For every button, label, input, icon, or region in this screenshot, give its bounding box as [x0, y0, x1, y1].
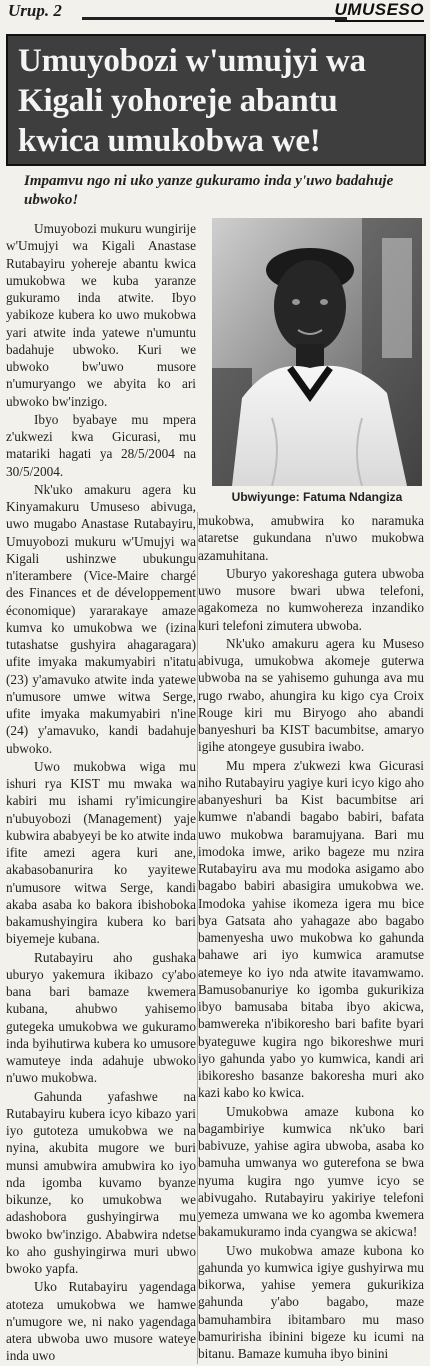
headline-banner	[6, 34, 426, 166]
page-number-label: Urup. 2	[8, 1, 62, 20]
photo-caption: Ubwiyunge: Fatuma Ndangiza	[231, 490, 403, 504]
article-subhead: Impamvu ngo ni uko yanze gukuramo inda y'uwo badahuje ubwoko!	[24, 173, 394, 208]
portrait-photo-image	[212, 218, 422, 486]
page-header	[0, 0, 430, 30]
article-paragraph: mukobwa, amubwira ko naramuka ataretse gukundana n'uwo mukobwa azamuhitana.	[198, 513, 424, 563]
article-paragraph: Uko Rutabayiru yagendaga atoteza umukobwa we hamwe n'umugore we, ni nako yagendaga atera ubwoba uwo musore wateye inda uwo	[6, 1279, 196, 1364]
article-paragraph: Umukobwa amaze kubona ko bagambiriye kumwica nk'uko bari babivuze, yahise agira ubwoba, asaba ko bamuha umwanya wo guterefona se bwa nyuma kugira ngo yumve icyo se abivugaho. Rutabayiru yakiriye telefoni yemeza umwana we ko agomba kwemera bakamukuramo inda cyangwa se akicwa!	[198, 1103, 424, 1240]
headline-line: Umuyobozi w'umujyi wa	[18, 43, 366, 79]
article-paragraph: Umuyobozi mukuru wungirije w'Umujyi wa Kigali Anastase Rutabayiru yohereje abantu kwica umukobwa we kuba yaranze gukuramo inda atwite. Ibyo yabikoze kubera ko uwo mukobwa yari atwite inda yatewe n'umuntu badahuje ubwoko. Kuri we ubwoko bw'uwo musore n'umuryango we abyita ko ari ubwoko bw'inzigo.	[6, 221, 196, 409]
article-paragraph: Rutabayiru aho gushaka uburyo yakemura ikibazo cy'abo bana bari bamaze kwemera kubana, ahubwo yahisemo gutegeka umukobwa we gukuramo inda byihutirwa kubera ko umusore wamuteye inda adahuje ubwoko n'uwo mukobwa.	[6, 949, 196, 1086]
article-paragraph: Nk'uko amakuru agera ku Kinyamakuru Umuseso abivuga, uwo mugabo Anastase Rutabayiru, Umuyobozi mukuru w'Umujyi wa Kigali ushinzwe ubukungu n'iterambere (Vice-Maire chargé des Finances et de développement économique) yararakaye amaze kumva ko umukobwa we (izina tutashatse gushyira ahagaragara) ufite imyaka makumyabiri n'itatu (23) y'amavuko atwite inda yatewe n'umusore umwe witwa Serge, ufite imyaka makumyabiri n'ine (24) y'amavuko, kandi badahuje ubwoko.	[6, 481, 196, 756]
header-rule	[82, 17, 347, 20]
article-paragraph: Nk'uko amakuru agera ku Museso abivuga, umukobwa akomeje guterwa ubwoba na se yahisemo guhunga ava mu rugo rwabo, ahungira ku kigo cya Croix Rouge kiri mu Biryogo aho abandi banyeshuri ba KIST bacumbitse, amaryo igihe atongeye gusubira iwabo.	[198, 635, 424, 755]
headline-line: kwica umukobwa we!	[18, 123, 321, 159]
headline	[8, 36, 424, 161]
article-photo	[212, 218, 422, 486]
article-paragraph: Uwo mukobwa amaze kubona ko gahunda yo kumwica igiye gushyirwa mu bikorwa, yahise yemera gukurikiza gahunda y'abo bagabo, maze bamuhambira ibitambaro mu maso bamuririsha ibinini bigeze ku icumi na bitanu. Bamaze kumuha ibyo binini	[198, 1242, 424, 1361]
article-column-right	[198, 512, 424, 1363]
article-paragraph: Gahunda yafashwe na Rutabayiru kubera icyo kibazo yari iyo gutoteza umukobwa we na nyina, akubita mugore we buri munsi amubwira amubwira ko iyo nda igomba kuvamo byanze bikunze, ko umukobwa we adashobora gushyingirwa mu bwoko bw'inzigo. Ababwira ndetse ko aho gushyingirwa muri ubwo bwoko yapfa.	[6, 1088, 196, 1276]
article-paragraph: Mu mpera z'ukwezi kwa Gicurasi niho Rutabayiru yagiye kuri icyo kigo aho abanyeshuri ba Kist bacumbitse ari kumwe n'abandi bagabo babiri, bafata uwo mukobwa baramujyana. Bari mu imodoka imwe, ariko bageze mu nzira Rutabayiru ava mu modoka asigamo abo bagabo babiri abasigira umukobwa we. Imodoka yahise ikomeza igera mu bice bya Gatsata aho yahagaze abo bagabo bamenyesha uwo mukobwa ko gahunda bahawe ari iyo kumwica aramutse atemeye ko iyo nda atwite itavamwamo. Bamusobanuriye ko igomba gukurikiza ibyo bamusaba bitaba ibyo akicwa, bamwereka n'ibikoresho bari bafite byari byateguwe kugira ngo bikoreshwe muri iyo gahunda yabo yo kumwica, kandi ari ibikoresho basanze bakoresha muri ako kazi kabo ko kwica.	[198, 757, 424, 1101]
article-column-left	[6, 220, 196, 1366]
headline-line: Kigali yohoreje abantu	[18, 83, 338, 119]
article-paragraph: Uburyo yakoreshaga gutera ubwoba uwo musore bwari ubwa telefoni, agakomeza no kumwohereza inzandiko kuri telefoni zimutera ubwoba.	[198, 565, 424, 633]
newspaper-logo: UMUSESO	[335, 0, 424, 22]
article-paragraph: Uwo mukobwa wiga mu ishuri rya KIST mu mwaka wa kabiri mu ishami ry'imicungire n'ubuyobozi (Management) yaje kubwira ababyeyi be ko atwite inda ifite amezi agera kuri ane, akabasobanurira ko yayitewe n'umusore witwa Serge, kandi akaba asaba ko bakora ibishoboka bakamushyingira kubera ko bari biyemeje kubana.	[6, 758, 196, 947]
article-paragraph: Ibyo byabaye mu mpera z'ukwezi kwa Gicurasi, mu matariki hagati ya 28/5/2004 na 30/5/2004.	[6, 411, 196, 479]
